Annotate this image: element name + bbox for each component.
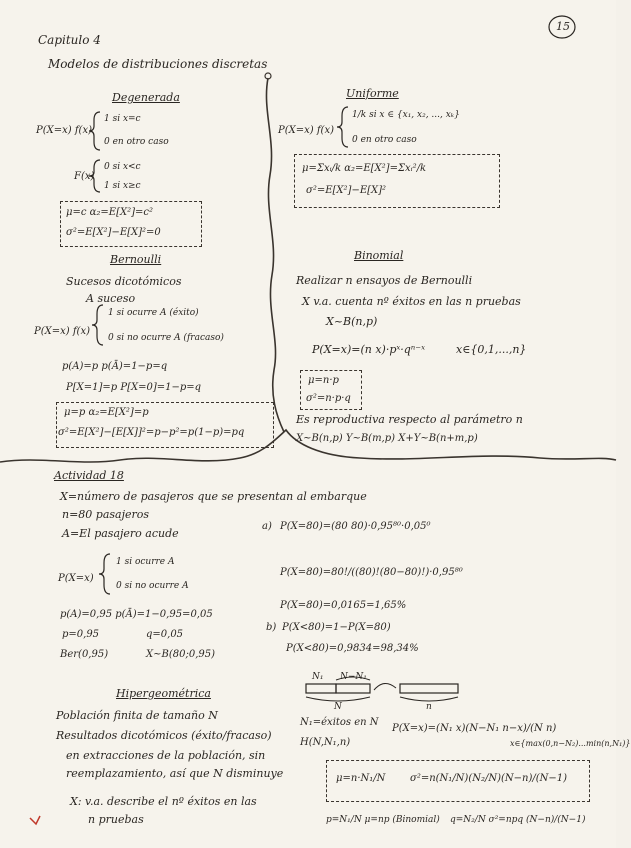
binomial-box-line2: σ²=n·p·q	[306, 393, 351, 404]
bernoulli-heading: Bernoulli	[110, 253, 162, 266]
bernoulli-box-line2: σ²=E[X²]−[E[X]]²=p−p²=p(1−p)=pq	[58, 427, 245, 438]
hipergeometrica-n1-def: N₁=éxitos en N	[300, 717, 379, 728]
hipergeometrica-line4: reemplazamiento, así que N disminuye	[66, 767, 284, 780]
binomial-line3: X~B(n,p)	[326, 315, 378, 328]
hipergeometrica-model: H(N,N₁,n)	[300, 737, 351, 748]
binomial-line2: X v.a. cuenta nº éxitos en las n pruebas	[302, 295, 521, 308]
degenerada-cdf-lhs: F(x)	[74, 171, 95, 182]
binomial-reproductive: Es reproductiva respecto al parámetro n	[296, 413, 523, 426]
degenerada-cdf-case2: 1 si x≥c	[104, 181, 141, 191]
binomial-pmf: P(X=x)=(n x)·pˣ·qⁿ⁻ˣ	[312, 343, 425, 356]
bernoulli-pmf-lhs: P(X=x) f(x)	[34, 326, 90, 337]
hipergeometrica-pmf: P(X=x)=(N₁ x)(N−N₁ n−x)/(N n)	[392, 723, 557, 734]
bernoulli-prob-a: p(A)=p p(Ā)=1−p=q	[62, 361, 168, 372]
uniforme-heading: Uniforme	[346, 87, 399, 100]
actividad-pa: p(A)=0,95 p(Ā)=1−0,95=0,05	[60, 609, 213, 620]
bernoulli-pmf-case1: 1 si ocurre A (éxito)	[108, 308, 199, 318]
hipergeometrica-diagram-n1: N₁	[312, 672, 324, 682]
actividad-q: q=0,05	[146, 629, 184, 640]
uniforme-box-line2: σ²=E[X²]−E[X]²	[306, 185, 387, 196]
actividad-b1: P(X<80)=1−P(X=80)	[282, 622, 391, 633]
hipergeometrica-line6: n pruebas	[88, 813, 144, 826]
hipergeometrica-diagram-n: n	[426, 702, 432, 712]
binomial-box-line1: μ=n·p	[308, 375, 339, 386]
degenerada-heading: Degenerada	[112, 91, 180, 104]
hipergeometrica-foot1: p=N₁/N μ=np (Binomial)	[326, 815, 440, 825]
actividad-b-label: b)	[266, 622, 277, 633]
page-title: Modelos de distribuciones discretas	[48, 57, 268, 71]
degenerada-box-line2: σ²=E[X²]−E[X]²=0	[66, 227, 161, 238]
binomial-support: x∈{0,1,...,n}	[456, 343, 527, 356]
uniforme-box-line1: μ=Σxᵢ/k α₂=E[X²]=Σxᵢ²/k	[302, 163, 427, 174]
hipergeometrica-support: x∈{max(0,n−N₂)...min(n,N₁)}	[510, 739, 631, 748]
uniforme-pmf-lhs: P(X=x) f(x)	[278, 125, 334, 136]
actividad-line2: n=80 pasajeros	[62, 508, 150, 521]
hipergeometrica-box-mu: μ=n·N₁/N	[336, 773, 386, 784]
hipergeometrica-diagram-nn1: N−N₁	[340, 672, 367, 682]
bernoulli-pmf-case2: 0 si no ocurre A (fracaso)	[108, 333, 224, 343]
actividad-pmf-case1: 1 si ocurre A	[116, 557, 175, 567]
degenerada-box-line1: μ=c α₂=E[X²]=c²	[66, 207, 154, 218]
hipergeometrica-line1: Población finita de tamaño N	[56, 709, 218, 722]
actividad-ber: Ber(0,95)	[60, 649, 109, 660]
actividad-a2: P(X=80)=80!/((80)!(80−80)!)·0,95⁸⁰	[280, 567, 463, 578]
hipergeometrica-line2: Resultados dicotómicos (éxito/fracaso)	[56, 729, 272, 742]
actividad-pmf-lhs: P(X=x)	[58, 573, 94, 584]
actividad-line1: X=número de pasajeros que se presentan al embarque	[60, 490, 367, 503]
actividad-p: p=0,95	[62, 629, 100, 640]
actividad-a1: P(X=80)=(80 80)·0,95⁸⁰·0,05⁰	[280, 521, 431, 532]
uniforme-pmf-case1: 1/k si x ∈ {x₁, x₂, ..., xₖ}	[352, 110, 460, 120]
hipergeometrica-heading: Hipergeométrica	[116, 687, 211, 700]
hipergeometrica-diagram-N: N	[334, 702, 342, 712]
actividad-pmf-case2: 0 si no ocurre A	[116, 581, 189, 591]
binomial-line1: Realizar n ensayos de Bernoulli	[296, 274, 473, 287]
degenerada-cdf-case1: 0 si x<c	[104, 162, 141, 172]
hipergeometrica-box-var: σ²=n(N₁/N)(N₂/N)(N−n)/(N−1)	[410, 773, 568, 784]
actividad-line3: A=El pasajero acude	[62, 527, 179, 540]
bernoulli-box-line1: μ=p α₂=E[X²]=p	[64, 407, 149, 418]
binomial-heading: Binomial	[354, 249, 404, 262]
hipergeometrica-foot2: q=N₂/N σ²=npq (N−n)/(N−1)	[450, 815, 586, 825]
actividad-a-label: a)	[262, 521, 272, 532]
degenerada-pmf-case2: 0 en otro caso	[104, 137, 169, 147]
binomial-sum-rule: X~B(n,p) Y~B(m,p) X+Y~B(n+m,p)	[296, 433, 478, 444]
hipergeometrica-line5: X: v.a. describe el nº éxitos en las	[70, 795, 257, 808]
actividad-heading: Actividad 18	[54, 469, 124, 482]
degenerada-pmf-case1: 1 si x=c	[104, 114, 141, 124]
chapter-label: Capitulo 4	[38, 33, 101, 47]
bernoulli-prob-x: P[X=1]=p P[X=0]=1−p=q	[66, 382, 202, 393]
page-number: 15	[556, 20, 570, 33]
bernoulli-line2: A suceso	[86, 292, 136, 305]
actividad-b2: P(X<80)=0,9834=98,34%	[286, 643, 419, 654]
degenerada-pmf-lhs: P(X=x) f(x)	[36, 125, 92, 136]
hipergeometrica-line3: en extracciones de la población, sin	[66, 749, 266, 762]
uniforme-pmf-case2: 0 en otro caso	[352, 135, 417, 145]
bernoulli-line1: Sucesos dicotómicos	[66, 275, 182, 288]
actividad-a3: P(X=80)=0,0165=1,65%	[280, 600, 407, 611]
actividad-bin: X~B(80;0,95)	[146, 649, 216, 660]
